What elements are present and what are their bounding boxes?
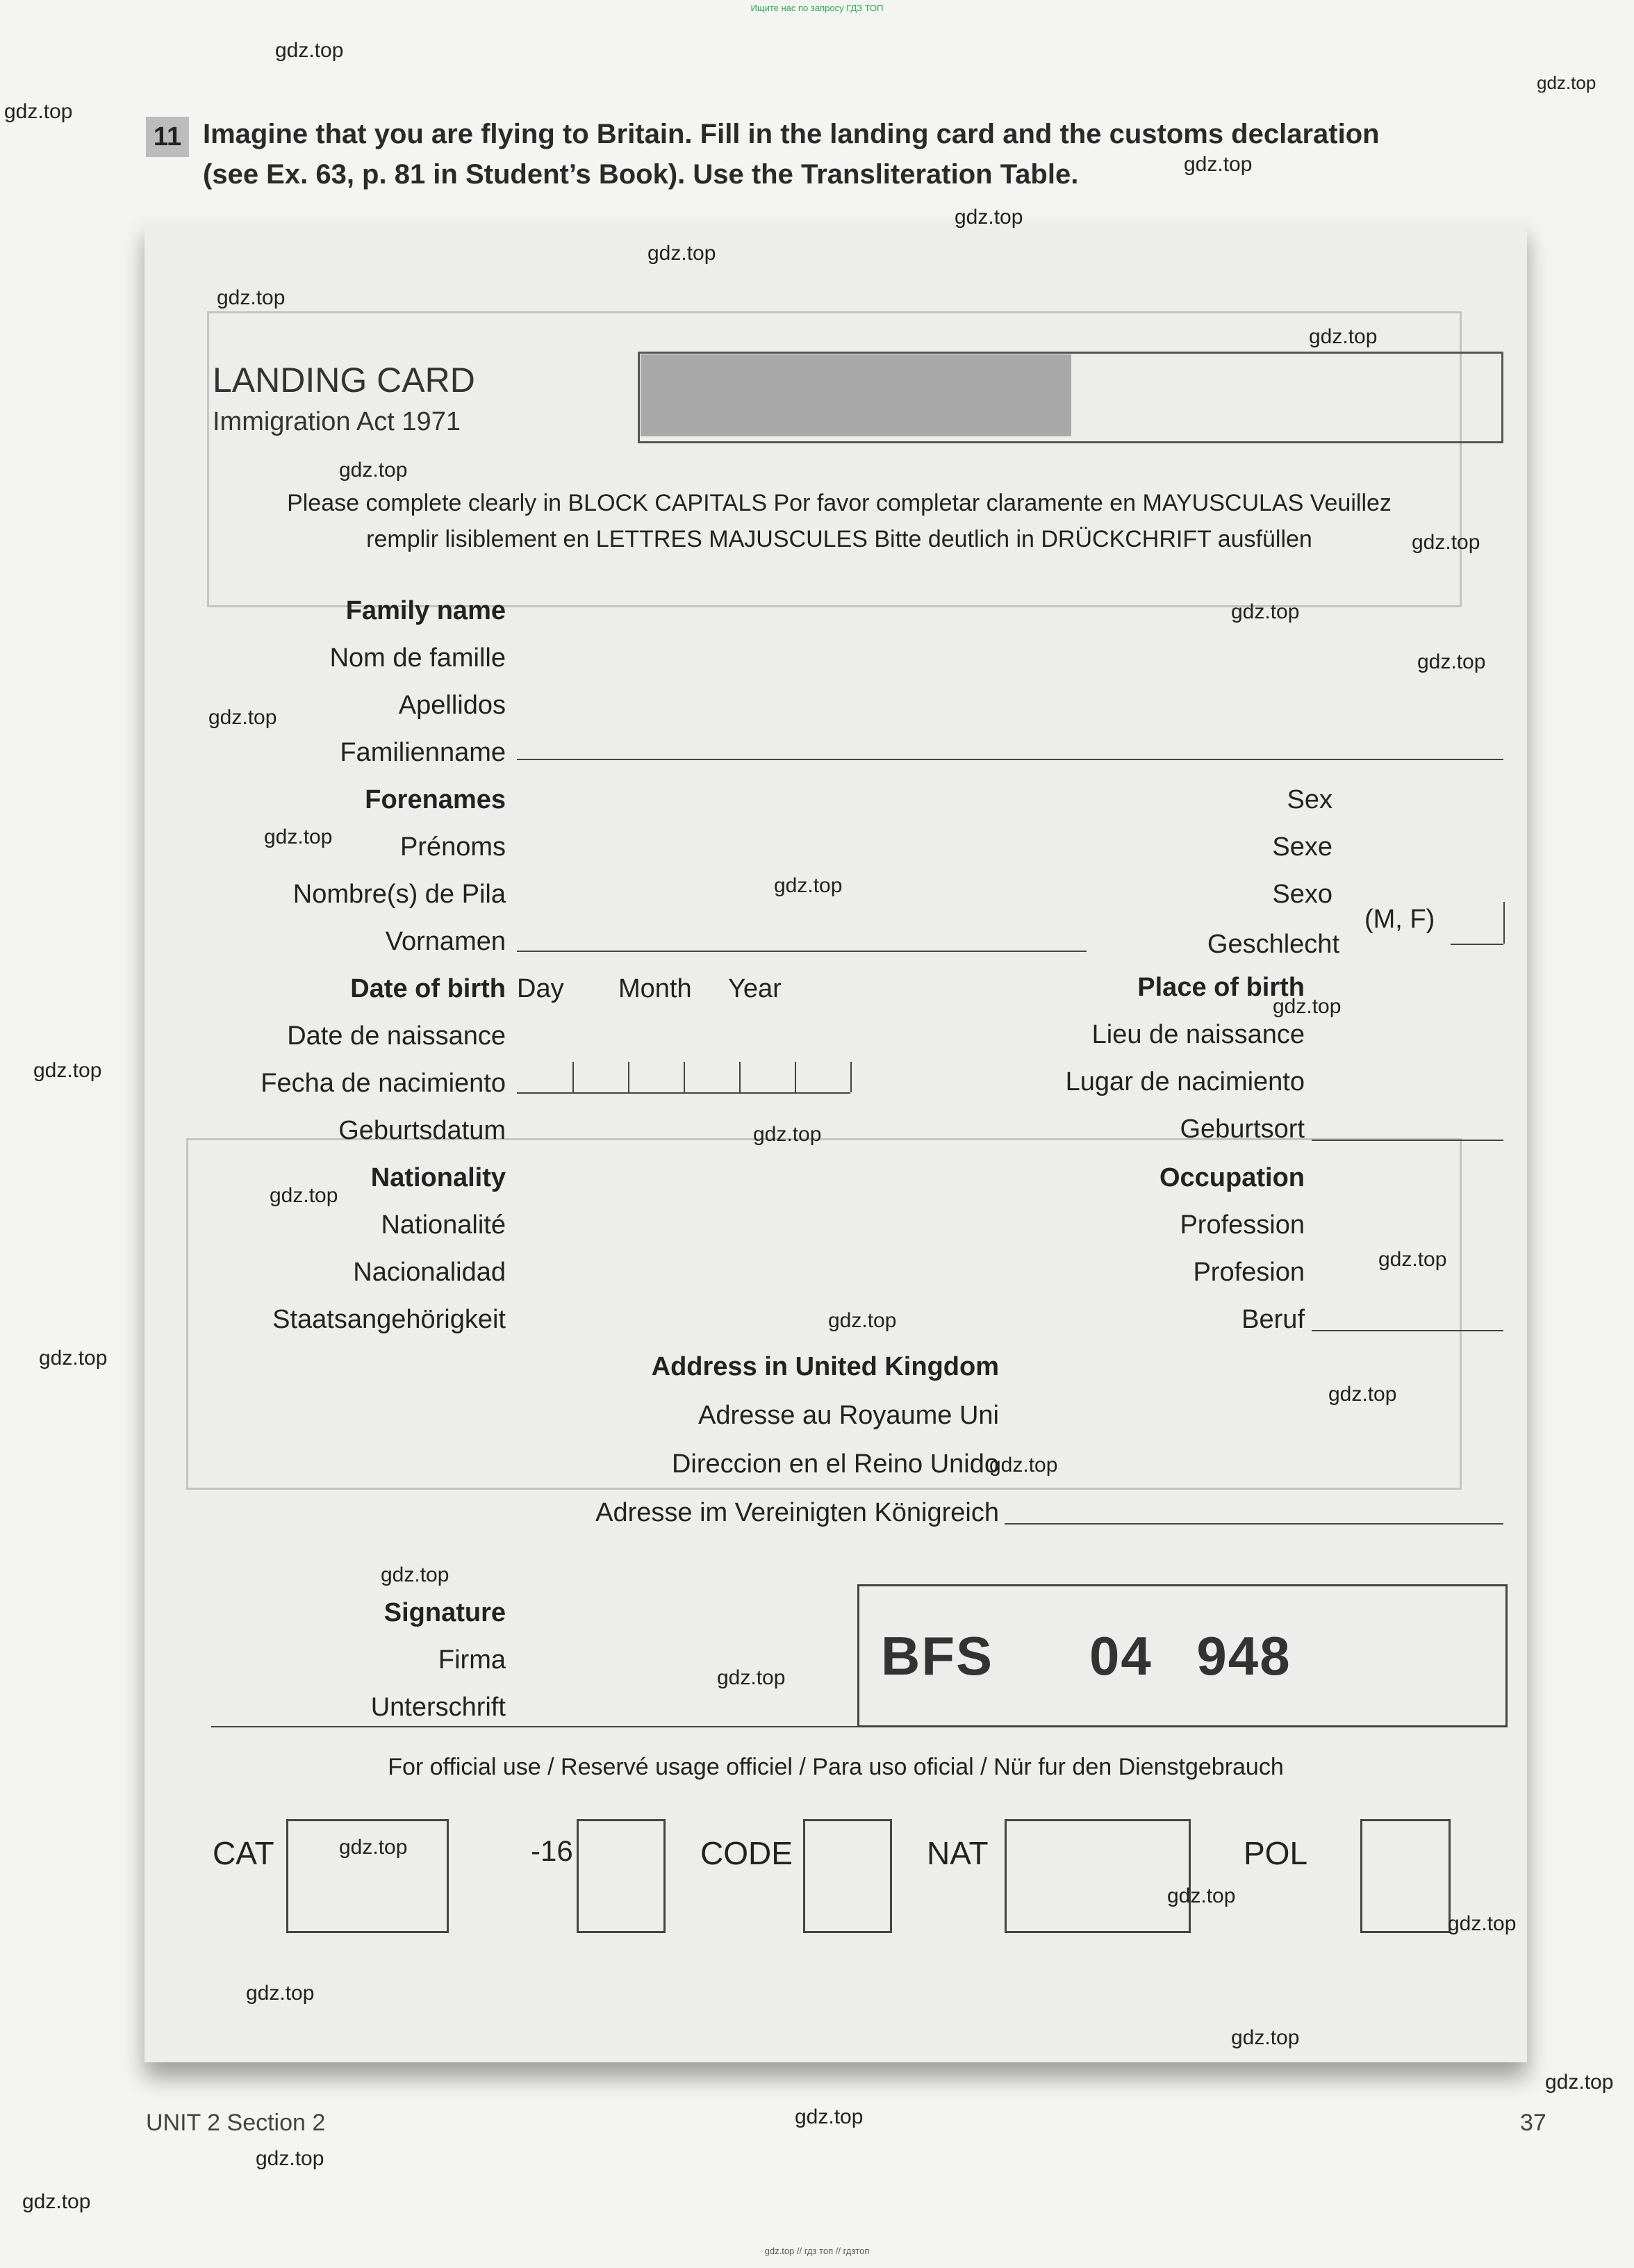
watermark: gdz.top bbox=[647, 242, 716, 265]
bfs-code: BFS bbox=[881, 1625, 993, 1686]
occupation-label-en: Occupation bbox=[1159, 1163, 1305, 1192]
watermark: gdz.top bbox=[717, 1666, 786, 1689]
watermark: gdz.top bbox=[4, 100, 73, 123]
forenames-label-de: Vornamen bbox=[385, 927, 506, 956]
family-name-label-de: Familienname bbox=[340, 738, 506, 767]
forenames-label-fr: Prénoms bbox=[399, 832, 506, 862]
family-name-label-es: Apellidos bbox=[398, 691, 506, 720]
family-name-label-fr: Nom de famille bbox=[329, 643, 506, 673]
watermark: gdz.top bbox=[381, 1563, 449, 1586]
watermark: gdz.top bbox=[1537, 72, 1596, 93]
signature-label-de: Unterschrift bbox=[370, 1693, 506, 1722]
header-stamp-shading bbox=[641, 354, 1071, 436]
watermark: gdz.top bbox=[217, 286, 286, 309]
watermark: gdz.top bbox=[246, 1982, 315, 2005]
address-label-es: Direccion en el Reino Unido bbox=[671, 1449, 999, 1479]
instructions bbox=[249, 485, 1430, 557]
watermark: gdz.top bbox=[753, 1123, 822, 1146]
sex-label-es: Sexo bbox=[1272, 880, 1332, 909]
bfs-number: 04 948 bbox=[1089, 1625, 1291, 1686]
task-line-1: Imagine that you are flying to Britain. Fill in the landing card and the customs declaration bbox=[203, 119, 1380, 149]
nationality-label-es: Nacionalidad bbox=[353, 1258, 506, 1287]
watermark: gdz.top bbox=[339, 1836, 408, 1859]
sex-label-en: Sex bbox=[1287, 785, 1332, 814]
footer-page-number: 37 bbox=[1520, 2110, 1546, 2136]
watermark: gdz.top bbox=[1412, 531, 1480, 554]
nationality-label-en: Nationality bbox=[370, 1163, 506, 1192]
watermark: gdz.top bbox=[989, 1454, 1058, 1477]
pol-box[interactable] bbox=[1360, 1819, 1451, 1933]
code-label: CODE bbox=[700, 1835, 793, 1871]
occupation-field[interactable] bbox=[1312, 1330, 1503, 1331]
instructions-line-2: remplir lisiblement en LETTRES MAJUSCULES Bitte deutlich in DRÜCKCHRIFT ausfüllen bbox=[366, 526, 1312, 552]
pob-label-en: Place of birth bbox=[1137, 973, 1305, 1002]
occupation-label-de: Beruf bbox=[1241, 1305, 1305, 1334]
watermark: gdz.top bbox=[955, 206, 1023, 229]
watermark: gdz.top bbox=[774, 874, 843, 897]
dob-field[interactable] bbox=[517, 1092, 850, 1094]
watermark: gdz.top bbox=[1273, 995, 1342, 1018]
nat-box[interactable] bbox=[1005, 1819, 1191, 1933]
watermark: gdz.top bbox=[39, 1347, 108, 1370]
family-name-field[interactable] bbox=[517, 759, 1503, 760]
pob-field[interactable] bbox=[1312, 1140, 1503, 1141]
watermark: gdz.top bbox=[264, 825, 333, 848]
watermark: gdz.top bbox=[1417, 650, 1486, 673]
watermark: gdz.top bbox=[795, 2105, 864, 2128]
task-line-2: (see Ex. 63, p. 81 in Student’s Book). Use the Transliteration Table. bbox=[203, 159, 1079, 190]
signature-label-en: Signature bbox=[383, 1598, 506, 1627]
dob-day-label: Day bbox=[517, 974, 564, 1003]
dob-month-label: Month bbox=[618, 974, 692, 1003]
watermark: gdz.top bbox=[1167, 1884, 1236, 1907]
nat-label: NAT bbox=[927, 1835, 989, 1871]
address-label-en: Address in United Kingdom bbox=[651, 1352, 999, 1381]
watermark: gdz.top bbox=[33, 1059, 102, 1082]
sex-label-fr: Sexe bbox=[1272, 832, 1332, 862]
watermark: gdz.top bbox=[256, 2147, 324, 2170]
occupation-label-es: Profesion bbox=[1193, 1258, 1305, 1287]
footer-unit: UNIT 2 Section 2 bbox=[146, 2110, 326, 2136]
watermark: gdz.top bbox=[1448, 1912, 1517, 1935]
watermark: gdz.top bbox=[1328, 1383, 1397, 1406]
watermark: gdz.top bbox=[1378, 1248, 1447, 1271]
bottom-banner[interactable]: gdz.top // гдз топ // гдзтоп bbox=[764, 2246, 870, 2256]
dob-year-label: Year bbox=[728, 974, 782, 1003]
sex-label-de: Geschlecht bbox=[1207, 930, 1339, 959]
watermark: gdz.top bbox=[1545, 2071, 1614, 2094]
forenames-field[interactable] bbox=[517, 951, 1087, 952]
dob-label-fr: Date de naissance bbox=[287, 1021, 506, 1051]
signature-field[interactable] bbox=[211, 1726, 857, 1727]
address-label-fr: Adresse au Royaume Uni bbox=[698, 1401, 999, 1430]
address-label-de: Adresse im Vereinigten Königreich bbox=[595, 1498, 999, 1527]
watermark: gdz.top bbox=[275, 39, 344, 62]
signature-label-es: Firma bbox=[438, 1645, 506, 1675]
forenames-label-en: Forenames bbox=[365, 785, 506, 814]
family-name-label-en: Family name bbox=[345, 596, 506, 625]
instructions-line-1: Please complete clearly in BLOCK CAPITALS Por favor completar claramente en MAYUSCULAS Veuillez bbox=[287, 490, 1392, 516]
forenames-label-es: Nombre(s) de Pila bbox=[292, 880, 506, 909]
code-box[interactable] bbox=[803, 1819, 892, 1933]
landing-card bbox=[145, 221, 1527, 2062]
pob-label-fr: Lieu de naissance bbox=[1091, 1020, 1305, 1049]
pob-label-de: Geburtsort bbox=[1180, 1115, 1305, 1144]
watermark: gdz.top bbox=[1309, 325, 1378, 348]
sex-field-edge bbox=[1503, 902, 1505, 944]
task-number: 11 bbox=[146, 117, 189, 157]
dob-label-de: Geburtsdatum bbox=[338, 1116, 506, 1145]
top-banner[interactable]: Ищите нас по запросу ГДЗ ТОП bbox=[750, 3, 884, 13]
official-use-label: For official use / Reservé usage officiel / Para uso oficial / Nür fur den Dienstgebrauch bbox=[388, 1754, 1284, 1780]
cat-label: CAT bbox=[213, 1835, 274, 1871]
sex-hint: (M, F) bbox=[1364, 905, 1435, 934]
watermark: gdz.top bbox=[208, 706, 277, 729]
pol-label: POL bbox=[1244, 1835, 1308, 1871]
landing-card-subtitle: Immigration Act 1971 bbox=[213, 407, 461, 436]
minus16-box[interactable] bbox=[577, 1819, 666, 1933]
nationality-label-fr: Nationalité bbox=[381, 1210, 506, 1240]
dob-label-es: Fecha de nacimiento bbox=[261, 1069, 506, 1098]
dob-label-en: Date of birth bbox=[350, 974, 506, 1003]
watermark: gdz.top bbox=[828, 1309, 897, 1332]
occupation-label-fr: Profession bbox=[1180, 1210, 1305, 1240]
address-field[interactable] bbox=[1005, 1523, 1503, 1525]
minus16-label: -16 bbox=[531, 1834, 573, 1867]
pob-label-es: Lugar de nacimiento bbox=[1065, 1067, 1305, 1096]
landing-card-title: LANDING CARD bbox=[213, 361, 475, 400]
nationality-label-de: Staatsangehörigkeit bbox=[272, 1305, 506, 1334]
watermark: gdz.top bbox=[339, 459, 408, 482]
watermark: gdz.top bbox=[1231, 600, 1300, 623]
sex-field[interactable] bbox=[1451, 944, 1503, 945]
watermark: gdz.top bbox=[270, 1184, 338, 1207]
watermark: gdz.top bbox=[1184, 153, 1253, 176]
watermark: gdz.top bbox=[1231, 2026, 1300, 2049]
watermark: gdz.top bbox=[22, 2190, 91, 2213]
